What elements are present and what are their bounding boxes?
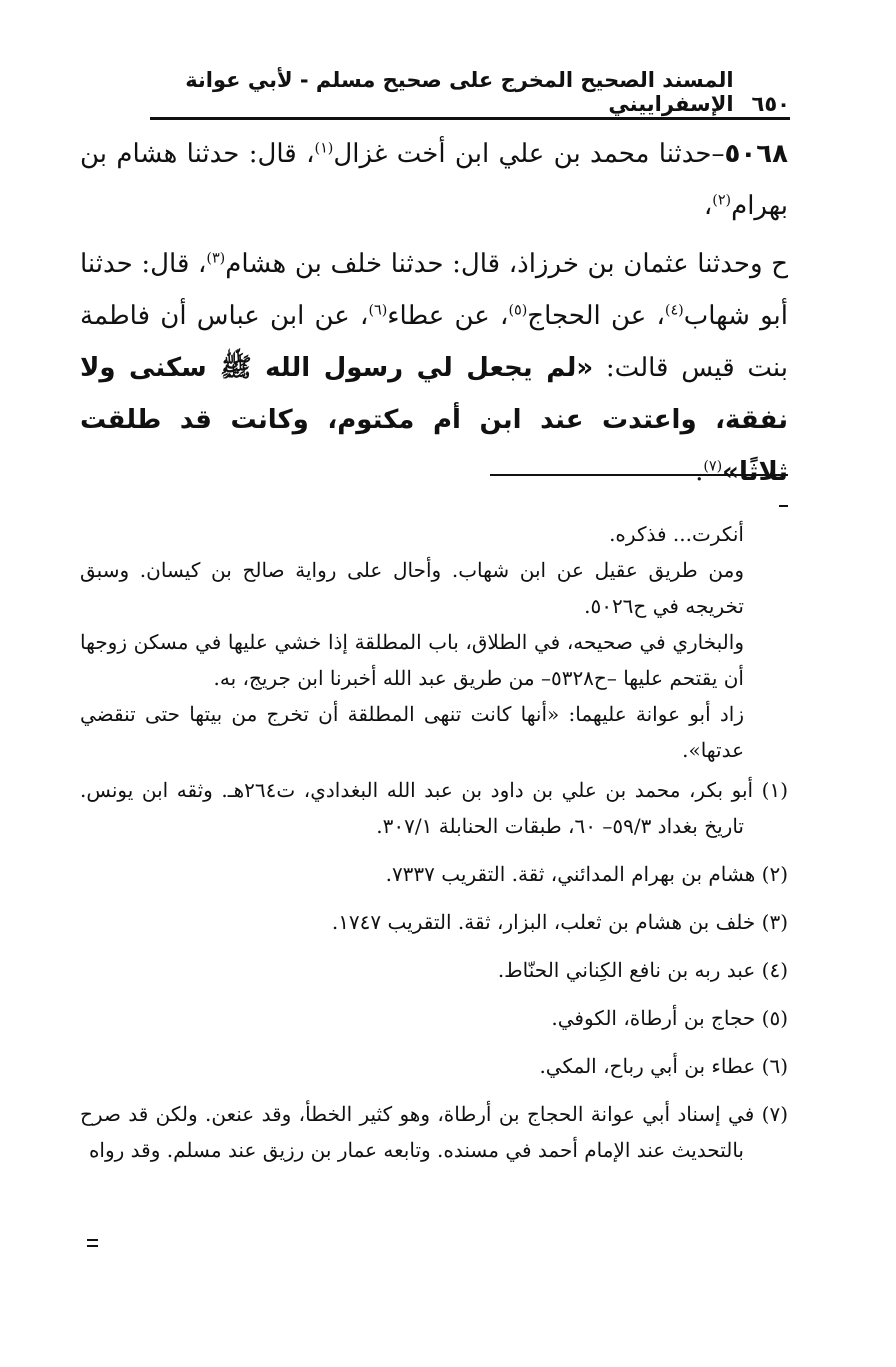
footnote-continuation-line: أنكرت... فذكره. — [609, 522, 744, 546]
footnote-separator — [490, 474, 788, 476]
footnote-ref: (٣) — [206, 250, 226, 267]
running-header — [150, 68, 790, 116]
footnote-ref: (٧) — [703, 458, 723, 475]
footnote-ref: (٦) — [368, 302, 388, 319]
isnad-paragraph-1 — [80, 128, 788, 232]
text-run: ، قال: حدثنا أبو شهاب — [80, 249, 789, 331]
page-number: ٦٥٠ — [751, 92, 790, 116]
header-rule — [150, 117, 790, 120]
text-run: ، عن الحجاج — [527, 301, 665, 331]
footnote-1: (١) أبو بكر، محمد بن علي بن داود بن عبد الله البغدادي، ت٢٦٤هـ. وثقه ابن يونس. تاريخ بغداد ٥٩/٣– ٦٠، طبقات الحنابلة ٣٠٧/١. — [80, 778, 788, 838]
footnote-continuation-line: زاد أبو عوانة عليهما: «أنها كانت تنهى المطلقة أن تخرج من بيتها حتى تنقضي عدتها». — [80, 702, 744, 762]
continuation-mark-bottom — [87, 1245, 98, 1247]
text-run: ، عن ابن عباس أن فاطمة بنت قيس قالت: — [80, 301, 789, 383]
footnote-4: (٤) عبد ربه بن نافع الكِناني الحنّاط. — [497, 958, 788, 982]
footnote-3: (٣) خلف بن هشام بن ثعلب، البزار، ثقة. التقريب ١٧٤٧. — [331, 910, 788, 934]
text-run: ، — [703, 191, 713, 221]
continuation-mark-bottom — [87, 1239, 98, 1241]
footnote-continuation-line: والبخاري في صحيحه، في الطلاق، باب المطلقة إذا خشي عليها في مسكن زوجها أن يقتحم عليها –ح٥٣٢٨– من طريق عبد الله أخبرنا ابن جريج، به. — [80, 630, 744, 690]
footnote-ref: (٤) — [664, 302, 684, 319]
text-run: ، قال: حدثنا هشام بن بهرام — [80, 139, 788, 221]
footnote-6: (٦) عطاء بن أبي رباح، المكي. — [539, 1054, 788, 1078]
footnote-5: (٥) حجاج بن أرطاة، الكوفي. — [551, 1006, 788, 1030]
footnote-continuation-line: ومن طريق عقيل عن ابن شهاب. وأحال على رواية صالح بن كيسان. وسبق تخريجه في ح٥٠٢٦. — [80, 558, 744, 618]
footnote-7: (٧) في إسناد أبي عوانة الحجاج بن أرطاة، وهو كثير الخطأ، وقد عنعن. ولكن قد صرح بالتحديث عند الإمام أحمد في مسنده. وتابعه عمار بن رزيق عند مسلم. وقد رواه — [80, 1102, 788, 1162]
hadith-matn: «لم يجعل لي رسول الله ﷺ سكنى ولا نفقة، واعتدت عند ابن أم مكتوم، وكانت قد طلقت ثلاثًا» — [80, 353, 788, 487]
continuation-mark — [779, 505, 788, 507]
hadith-number: ٥٠٦٨ — [724, 139, 788, 169]
text-run: ح وحدثنا عثمان بن خرزاذ، قال: حدثنا خلف بن هشام — [225, 249, 788, 279]
text-run: ، عن عطاء — [387, 301, 509, 331]
footnote-ref: (٥) — [508, 302, 528, 319]
text-run: –حدثنا محمد بن علي ابن أخت غزال — [333, 139, 725, 169]
main-text — [80, 128, 788, 498]
footnote-ref: (١) — [314, 140, 334, 157]
text-run: . — [695, 457, 704, 487]
footnote-2: (٢) هشام بن بهرام المدائني، ثقة. التقريب ٧٣٣٧. — [385, 862, 788, 886]
running-title: المسند الصحيح المخرج على صحيح مسلم - لأبي عوانة الإسفراييني — [185, 68, 734, 116]
footnotes — [80, 516, 788, 1168]
isnad-paragraph-2 — [80, 238, 788, 498]
footnote-ref: (٢) — [712, 192, 732, 209]
